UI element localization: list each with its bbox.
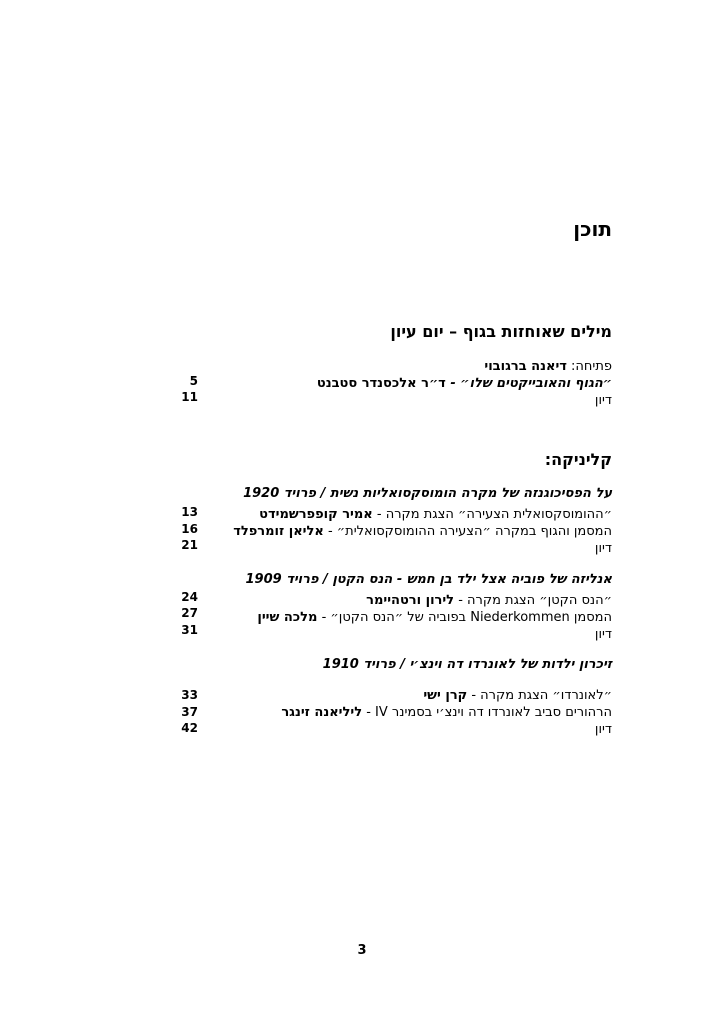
entry-author: קרן ישי	[423, 688, 468, 703]
page-number: 31	[181, 623, 198, 637]
entry-author: מלכה שיין	[257, 610, 318, 625]
page-number: 27	[181, 606, 198, 620]
entry-author: ד״ר אלכסנדר סטבנט	[316, 376, 446, 391]
entry-title: דיון	[594, 541, 612, 556]
toc-entry	[595, 722, 612, 737]
footer-page-number: 3	[357, 943, 367, 958]
page-number-lecture: 5	[189, 374, 198, 388]
toc-entry	[233, 524, 612, 539]
page-title: תוכן	[573, 217, 612, 241]
toc-entry-discussion: דיון	[594, 393, 612, 408]
toc-entry	[281, 705, 612, 720]
entry-author: ליליאנה זינגר	[281, 705, 363, 720]
toc-entry	[595, 627, 612, 642]
entry-author: דיאנה ברגובוי	[484, 359, 567, 374]
entry-title: המסמן Niederkommen בפוביה של ״הנס הקטן״ -	[317, 610, 612, 625]
entry-title: ״הנס הקטן״ הצגת מקרה -	[454, 593, 612, 608]
page-number: 13	[181, 505, 198, 519]
toc-entry	[423, 688, 612, 703]
page-number-discussion: 11	[181, 390, 198, 404]
entry-title: דיון	[594, 627, 612, 642]
page-number: 24	[181, 590, 198, 604]
case-title-1910: זיכרון ילדות של לאונרדו דה וינצ׳י / פרויד 1910	[322, 657, 612, 672]
case-title-1909: אנליזה של פוביה אצל ילד בן חמש - הנס הקטן / פרויד 1909	[245, 572, 612, 587]
page-number: 21	[181, 538, 198, 552]
entry-author: אליאן זומרפלד	[233, 524, 324, 539]
entry-author: לירון ורטהיימר	[366, 593, 455, 608]
entry-title: המסמן והגוף במקרה ״הצעירה ההומוסקסואלית״ -	[323, 524, 612, 539]
toc-entry-opening	[484, 359, 612, 374]
section-heading-clinic: קליניקה:	[544, 450, 612, 469]
page-number: 16	[181, 522, 198, 536]
entry-title: דיון	[594, 722, 612, 737]
page-number: 37	[181, 705, 198, 719]
toc-entry	[259, 507, 612, 522]
page-number: 33	[181, 688, 198, 702]
entry-author: אמיר קופפרשמידט	[259, 507, 373, 522]
entry-title: ״לאונרדו״ הצגת מקרה -	[467, 688, 612, 703]
toc-entry	[366, 593, 612, 608]
toc-entry	[257, 610, 612, 625]
entry-prefix: פתיחה:	[566, 359, 612, 374]
toc-entry-lecture	[317, 376, 612, 391]
page-number: 42	[181, 721, 198, 735]
entry-title: ״ההומוסקסואלית הצעירה״ הצגת מקרה -	[372, 507, 612, 522]
case-title-1920: על הפסיכוגנזה של מקרה הומוסקסואליות נשית / פרויד 1920	[243, 486, 612, 501]
entry-title: הרהורים סביב לאונרדו דה וינצ׳י בסמינר IV -	[362, 705, 612, 720]
toc-entry	[595, 541, 612, 556]
entry-title: ״הגוף והאובייקטים שלו״ -	[445, 376, 612, 391]
section-heading-study-day: מילים שאוחזות בגוף – יום עיון	[390, 322, 612, 341]
